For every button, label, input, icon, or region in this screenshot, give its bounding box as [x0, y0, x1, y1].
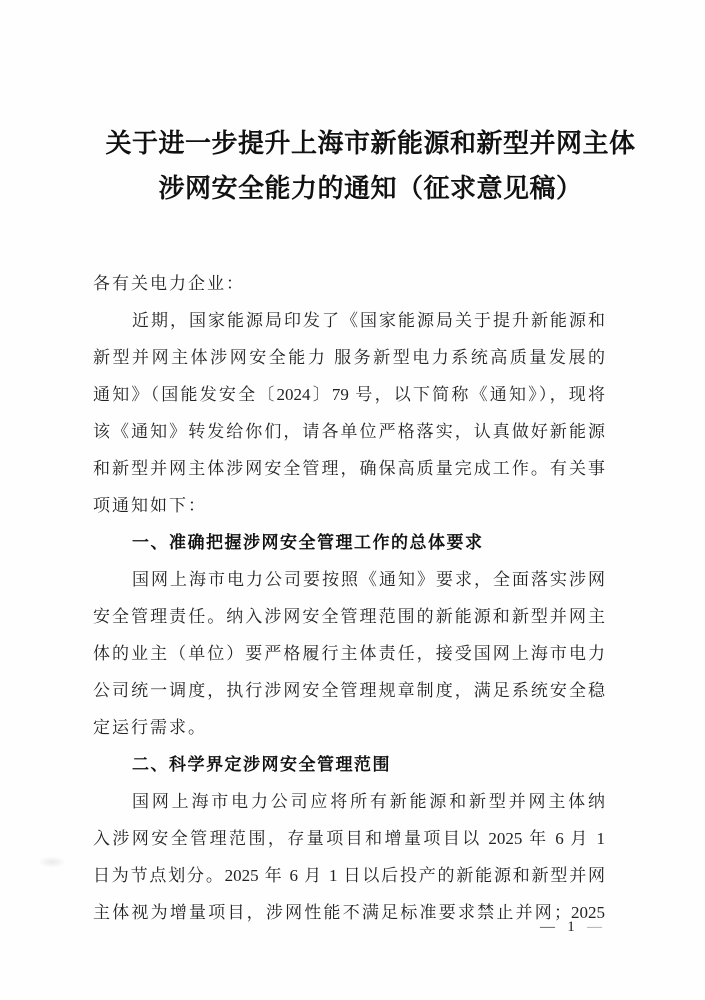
page-number-value: 1: [567, 919, 575, 935]
body-line: 体的业主（单位）要严格履行主体责任，接受国网上海市电力: [93, 644, 605, 663]
body-line: 新型并网主体涉网安全能力 服务新型电力系统高质量发展的: [93, 348, 605, 367]
body-line: 国网上海市电力公司应将所有新能源和新型并网主体纳: [132, 792, 605, 811]
body-line: 日为节点划分。2025 年 6 月 1 日以后投产的新能源和新型并网: [93, 866, 605, 885]
body-line: 项通知如下：: [93, 496, 207, 515]
page-number-dash-left: —: [540, 919, 555, 935]
body-line: 入涉网安全管理范围，存量项目和增量项目以 2025 年 6 月 1: [93, 829, 605, 848]
body-line: 各有关电力企业：: [93, 274, 245, 293]
scan-smudge-artifact: [38, 856, 66, 868]
document-title-line-1: 关于进一步提升上海市新能源和新型并网主体: [105, 129, 636, 158]
body-line: 近期，国家能源局印发了《国家能源局关于提升新能源和: [132, 311, 605, 330]
document-title: [18, 121, 705, 211]
body-line: 和新型并网主体涉网安全管理，确保高质量完成工作。有关事: [93, 459, 605, 478]
page-number-dash-right: —: [587, 919, 602, 935]
body-line: 安全管理责任。纳入涉网安全管理范围的新能源和新型并网主: [93, 607, 605, 626]
document-body: [93, 265, 605, 931]
body-line: 定运行需求。: [93, 718, 207, 737]
body-line: 该《通知》转发给你们，请各单位严格落实，认真做好新能源: [93, 422, 605, 441]
document-title-line-2: 涉网安全能力的通知（征求意见稿）: [158, 174, 583, 203]
body-line: 公司统一调度，执行涉网安全管理规章制度，满足系统安全稳: [93, 681, 605, 700]
body-line: 通知》（国能发安全〔2024〕79 号，以下简称《通知》），现将: [93, 385, 605, 404]
body-line: 一、准确把握涉网安全管理工作的总体要求: [132, 533, 484, 552]
body-line: 国网上海市电力公司要按照《通知》要求，全面落实涉网: [132, 570, 605, 589]
body-line: 二、科学界定涉网安全管理范围: [132, 755, 391, 774]
page-number: [540, 917, 602, 937]
body-line: 主体视为增量项目，涉网性能不满足标准要求禁止并网；2025: [93, 903, 605, 922]
